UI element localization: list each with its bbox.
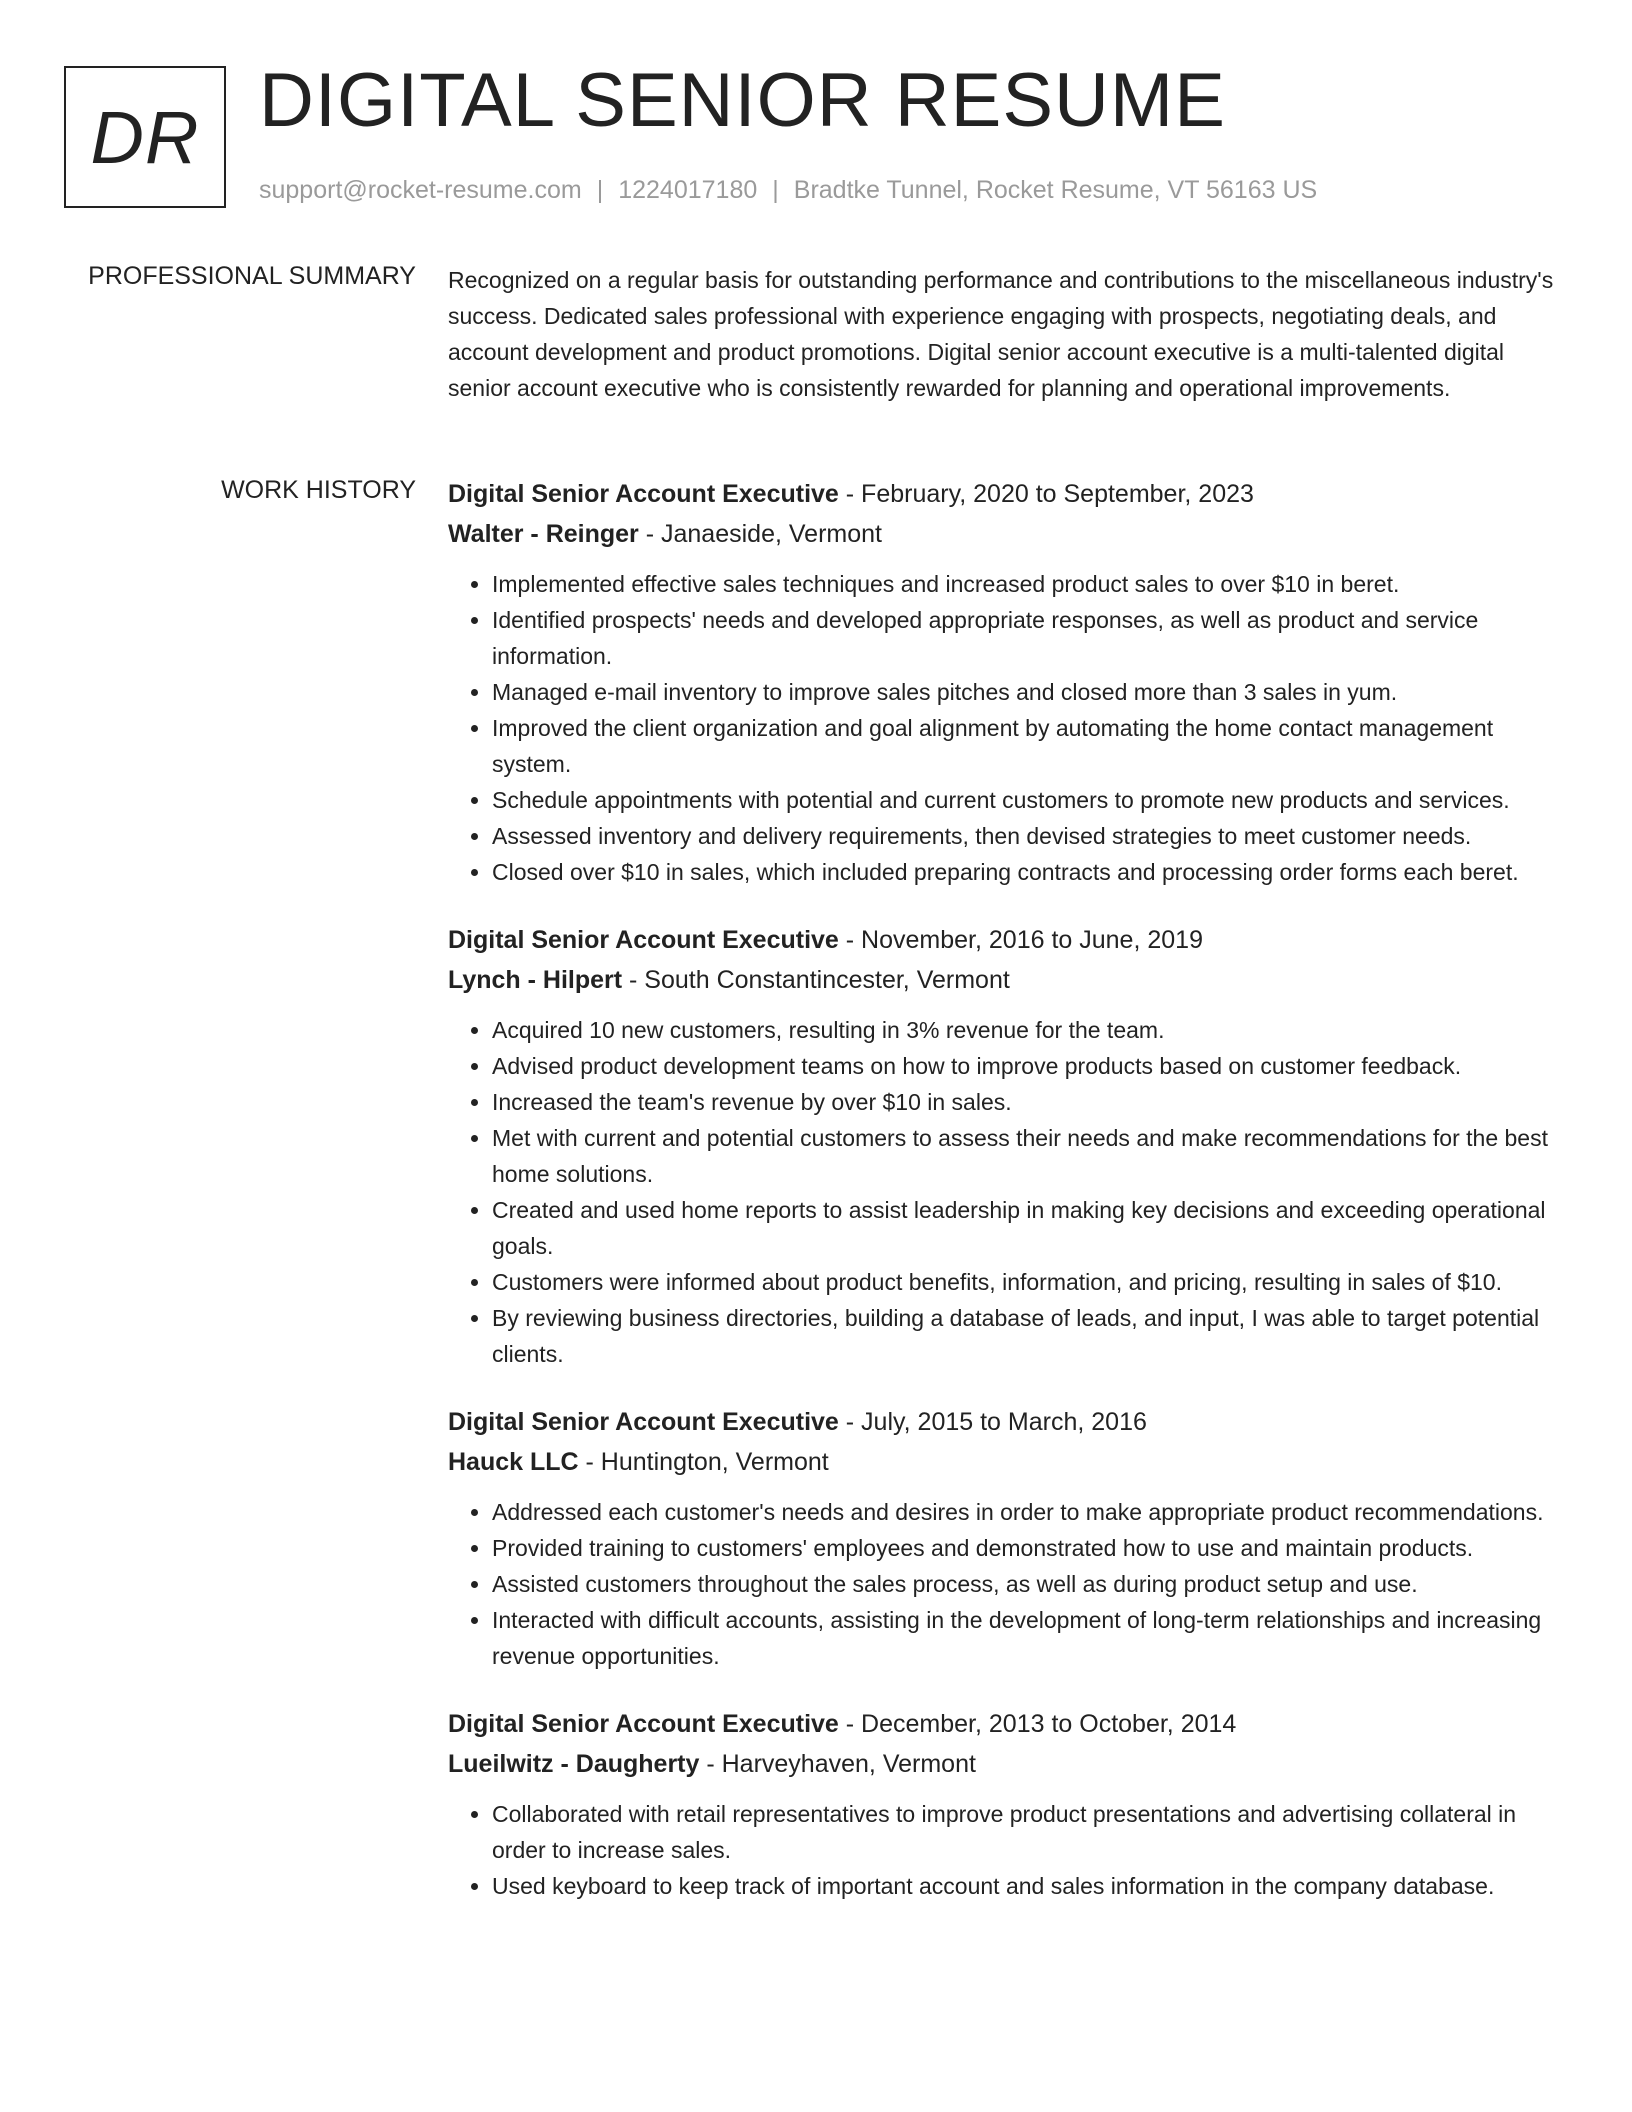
job-bullet: • Improved the client organization and goal alignment by automating the home contact management system.: [492, 710, 1568, 782]
job-title-line: [448, 1402, 1568, 1442]
contact-email: support@rocket-resume.com: [259, 176, 582, 204]
job-bullet: • Assessed inventory and delivery requirements, then devised strategies to meet customer needs.: [492, 818, 1568, 854]
job-entry: [448, 920, 1568, 1372]
job-location: - South Constantincester, Vermont: [622, 966, 1010, 994]
job-bullet: • Managed e-mail inventory to improve sales pitches and closed more than 3 sales in yum.: [492, 674, 1568, 710]
job-bullets: [448, 566, 1568, 890]
job-bullet: • Created and used home reports to assist leadership in making key decisions and exceeding operational goals.: [492, 1192, 1568, 1264]
job-bullet: • Met with current and potential customers to assess their needs and make recommendations for the best home solutions.: [492, 1120, 1568, 1192]
job-company-line: [448, 1744, 1568, 1784]
job-bullet: • Provided training to customers' employees and demonstrated how to use and maintain products.: [492, 1530, 1568, 1566]
job-bullets: [448, 1494, 1568, 1674]
job-title-line: [448, 920, 1568, 960]
job-bullet: • Identified prospects' needs and developed appropriate responses, as well as product and service information.: [492, 602, 1568, 674]
job-bullet: • Closed over $10 in sales, which included preparing contracts and processing order forms each beret.: [492, 854, 1568, 890]
job-title-line: [448, 474, 1568, 514]
page-title: DIGITAL SENIOR RESUME: [259, 58, 1226, 143]
initials: DR: [90, 95, 200, 179]
job-company-line: [448, 1442, 1568, 1482]
job-title: Digital Senior Account Executive: [448, 1710, 839, 1738]
contact-separator: |: [596, 176, 604, 204]
job-dates: - December, 2013 to October, 2014: [838, 1710, 1237, 1738]
job-entry: [448, 1402, 1568, 1674]
job-company: Hauck LLC: [448, 1448, 579, 1476]
work-history-body: [448, 474, 1568, 1934]
job-dates: - November, 2016 to June, 2019: [838, 926, 1203, 954]
job-bullet: • Advised product development teams on how to improve products based on customer feedback.: [492, 1048, 1568, 1084]
job-bullet: • Increased the team's revenue by over $10 in sales.: [492, 1084, 1568, 1120]
monogram-box: [64, 66, 226, 208]
job-company-line: [448, 960, 1568, 1000]
job-bullet: • By reviewing business directories, building a database of leads, and input, I was able to target potential clients.: [492, 1300, 1568, 1372]
job-dates: - July, 2015 to March, 2016: [838, 1408, 1147, 1436]
summary-text: Recognized on a regular basis for outstanding performance and contributions to the miscellaneous industry's success. Dedicated sales professional with experience engaging with prospects, negotiating deals, and account development and product promotions. Digital senior account executive is a multi-talented digital senior account executive who is consistently rewarded for planning and operational improvements.: [448, 267, 1554, 401]
job-location: - Harveyhaven, Vermont: [699, 1750, 976, 1778]
job-company: Lueilwitz - Daugherty: [448, 1750, 700, 1778]
job-bullet: • Assisted customers throughout the sales process, as well as during product setup and use.: [492, 1566, 1568, 1602]
contact-address: Bradtke Tunnel, Rocket Resume, VT 56163 US: [793, 176, 1318, 204]
contact-phone: 1224017180: [618, 176, 758, 204]
job-bullet: • Acquired 10 new customers, resulting in 3% revenue for the team.: [492, 1012, 1568, 1048]
job-dates: - February, 2020 to September, 2023: [838, 480, 1254, 508]
job-bullet: • Collaborated with retail representatives to improve product presentations and advertising collateral in order to increase sales.: [492, 1796, 1568, 1868]
job-bullet: • Interacted with difficult accounts, assisting in the development of long-term relationships and increasing revenue opportunities.: [492, 1602, 1568, 1674]
job-bullet: • Implemented effective sales techniques and increased product sales to over $10 in beret.: [492, 566, 1568, 602]
contact-separator: |: [772, 176, 779, 204]
summary-body: [448, 262, 1568, 406]
contact-line: [259, 176, 1317, 205]
job-company-line: [448, 514, 1568, 554]
job-bullet: • Customers were informed about product benefits, information, and pricing, resulting in sales of $10.: [492, 1264, 1568, 1300]
job-title-line: [448, 1704, 1568, 1744]
job-bullets: [448, 1796, 1568, 1904]
job-bullet: • Used keyboard to keep track of important account and sales information in the company database.: [492, 1868, 1568, 1904]
job-title: Digital Senior Account Executive: [448, 1408, 839, 1436]
job-location: - Huntington, Vermont: [578, 1448, 829, 1476]
summary-heading: PROFESSIONAL SUMMARY: [88, 262, 416, 290]
job-bullet: • Addressed each customer's needs and desires in order to make appropriate product recommendations.: [492, 1494, 1568, 1530]
job-title: Digital Senior Account Executive: [448, 480, 839, 508]
job-entry: [448, 1704, 1568, 1904]
job-bullet: • Schedule appointments with potential and current customers to promote new products and services.: [492, 782, 1568, 818]
job-company: Walter - Reinger: [448, 520, 639, 548]
job-location: - Janaeside, Vermont: [638, 520, 882, 548]
job-title: Digital Senior Account Executive: [448, 926, 839, 954]
work-history-heading: WORK HISTORY: [221, 476, 416, 504]
job-entry: [448, 474, 1568, 890]
job-bullets: [448, 1012, 1568, 1372]
job-company: Lynch - Hilpert: [448, 966, 623, 994]
